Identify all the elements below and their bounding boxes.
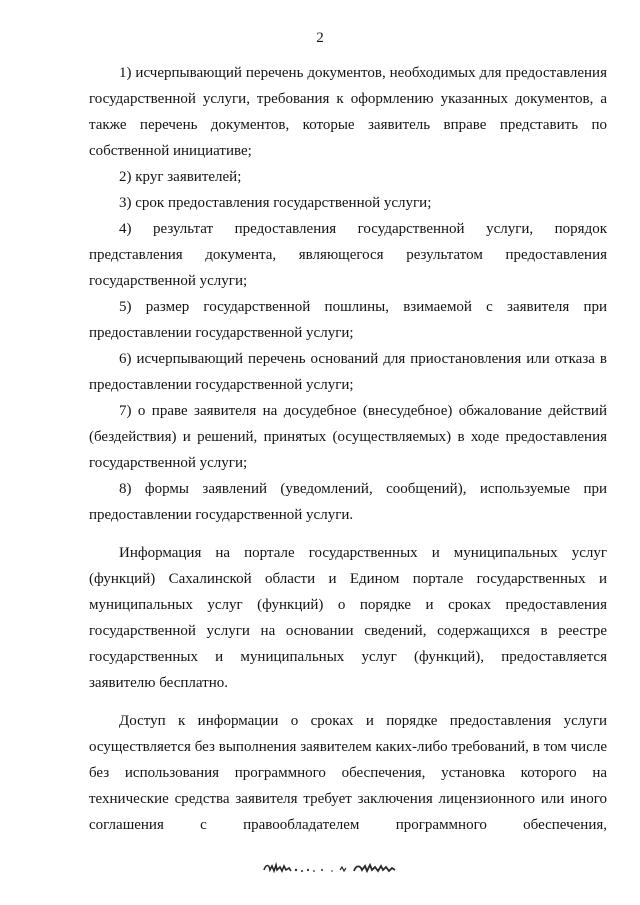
portal-info-paragraph: Информация на портале государственных и муниципальных услуг (функций) Сахалинской области и Едином портале государственных и муниципальных услуг (функций) о порядке и сроках предоставления государственной услуги на основании сведений, содержащихся в реестре государственных и муниципальных услуг (функций), предоставляется заявителю бесплатно.: [89, 545, 607, 691]
document-body: [89, 60, 607, 838]
list-item-5: 5) размер государственной пошлины, взимаемой с заявителя при предоставлении государственной услуги;: [89, 299, 607, 341]
list-item-6: 6) исчерпывающий перечень оснований для приостановления или отказа в предоставлении государственной услуги;: [89, 351, 607, 393]
footer-scan-mark: [262, 858, 402, 876]
list-item-7: 7) о праве заявителя на досудебное (внесудебное) обжалование действий (бездействия) и решений, принятых (осуществляемых) в ходе предоставления государственной услуги;: [89, 403, 607, 471]
access-info-paragraph: Доступ к информации о сроках и порядке предоставления услуги осуществляется без выполнения заявителем каких-либо требований, в том числе без использования программного обеспечения, установка которого на технические средства заявителя требует заключения лицензионного или иного соглашения с правообладателем программного обеспечения,: [89, 713, 607, 833]
list-item-4: 4) результат предоставления государственной услуги, порядок представления документа, являющегося результатом предоставления государственной услуги;: [89, 221, 607, 289]
page-number: 2: [316, 30, 324, 46]
list-item-2: 2) круг заявителей;: [119, 169, 242, 185]
list-item-8: 8) формы заявлений (уведомлений, сообщений), используемые при предоставлении государственной услуги.: [89, 481, 607, 523]
list-item-3: 3) срок предоставления государственной услуги;: [119, 195, 432, 211]
list-item-1: 1) исчерпывающий перечень документов, необходимых для предоставления государственной услуги, требования к оформлению указанных документов, а также перечень документов, которые заявитель вправе представить по собственной инициативе;: [89, 65, 607, 159]
